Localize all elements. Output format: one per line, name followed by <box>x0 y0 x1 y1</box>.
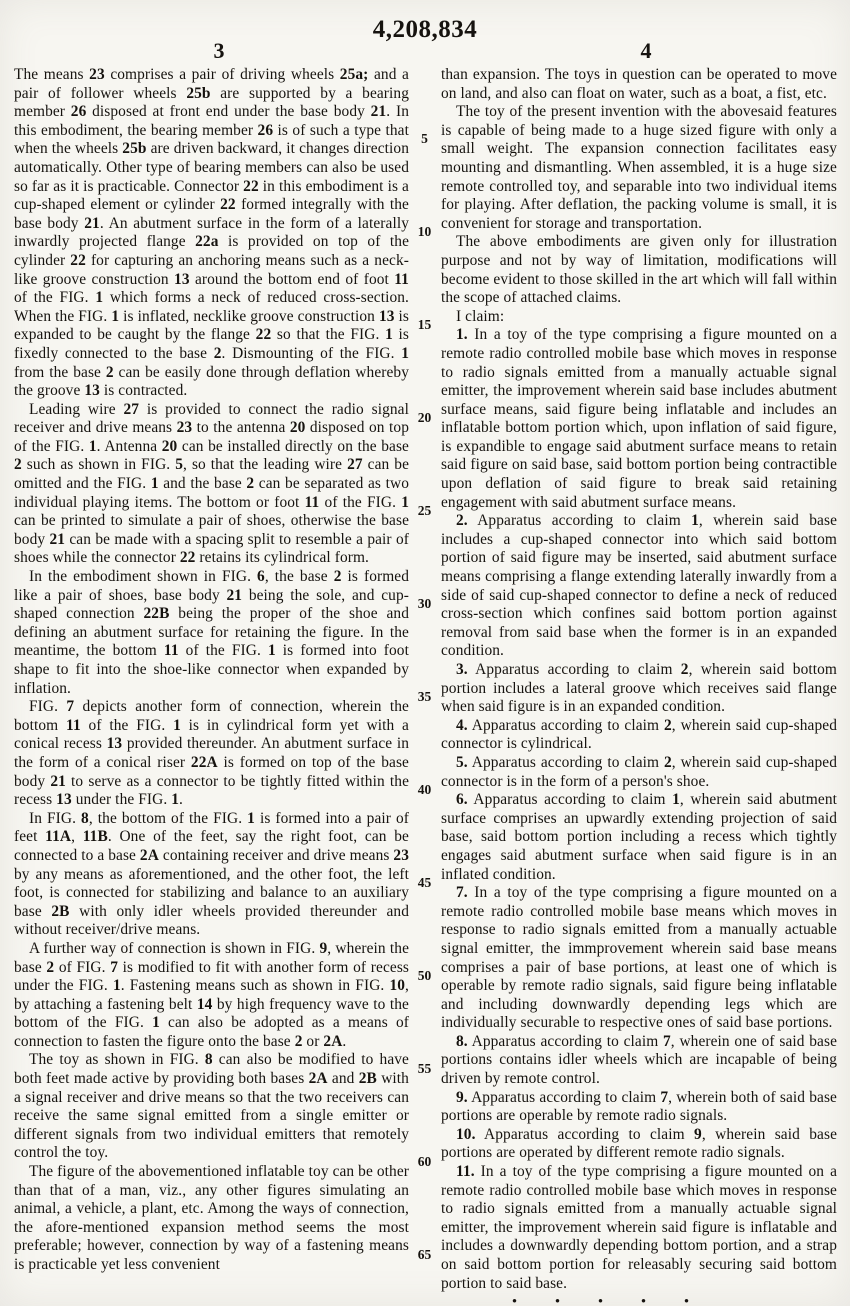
column-number-left: 3 <box>213 38 225 63</box>
claim: 7. In a toy of the type comprising a figure mounted on a remote radio controlled mobile base means which moves in response to radio signals emitted from a manually actuable signal emitter, the immprovement wherein said base means comprises a pair of base portions, at least one of which is operable by remote radio signals, said figure being inflatable and including downwardly depending legs which are individually securable to respective ones of said base portions. <box>441 884 837 1032</box>
paragraph: The toy of the present invention with the abovesaid features is capable of being made to a huge sized figure with only a small weight. The expansion connection facilitates easy mounting and dismantling. When assembled, it is a huge size remote controlled toy, and separable into two individual items for playing. After deflation, the packing volume is small, it is convenient for storage and transportation. <box>441 103 837 232</box>
line-number: 40 <box>417 782 432 797</box>
line-number: 10 <box>417 224 432 239</box>
line-number-gutter <box>408 0 441 1306</box>
paragraph: In FIG. 8, the bottom of the FIG. 1 is formed into a pair of feet 11A, 11B. One of the feet, say the right foot, can be connected to a base 2A containing receiver and drive means 23 by any means as aforementioned, and the other foot, the left foot, is connected for stabilizing and balance to an auxiliary base 2B with only idler wheels provided thereunder and without receiver/drive means. <box>14 809 410 939</box>
patent-number: 4,208,834 <box>372 16 478 43</box>
paragraph: Leading wire 27 is provided to connect the radio signal receiver and drive means 23 to the antenna 20 disposed on top of the FIG. 1. Antenna 20 can be installed directly on the base 2 such as shown in FIG. 5, so that the leading wire 27 can be omitted and the FIG. 1 and the base 2 can be separated as two individual playing items. The bottom or foot 11 of the FIG. 1 can be printed to simulate a pair of shoes, otherwise the base body 21 can be made with a spacing split to resemble a pair of shoes while the connector 22 retains its cylindrical form. <box>14 400 409 567</box>
paragraph: FIG. 7 depicts another form of connection, wherein the bottom 11 of the FIG. 1 is in cylindrical form yet with a conical recess 13 provided thereunder. An abutment surface in the form of a conical riser 22A is formed on top of the base body 21 to serve as a connector to be tightly fitted within the recess 13 under the FIG. 1. <box>14 698 410 809</box>
line-number: 45 <box>417 875 432 890</box>
line-number: 55 <box>417 1061 432 1076</box>
claim: 5. Apparatus according to claim 2, wherein said cup-shaped connector is in the form of a person's shoe. <box>441 753 837 790</box>
claim: 10. Apparatus according to claim 9, wherein said base portions are operated by different remote radio signals. <box>441 1125 837 1162</box>
line-number: 15 <box>417 317 432 332</box>
paragraph: The toy as shown in FIG. 8 can also be modified to have both feet made active by providing both bases 2A and 2B with a signal receiver and drive means so that the two receivers can receive the same signal emitted from a single emitter or different signals from two individual emitters that remotely control the toy. <box>14 1051 409 1162</box>
column-number-right: 4 <box>640 38 652 63</box>
line-number: 20 <box>417 410 432 425</box>
paragraph: than expansion. The toys in question can be operated to move on land, and also can float on water, such as a boat, a fist, etc. <box>441 66 837 102</box>
right-text-column <box>441 66 837 1306</box>
claim: 2. Apparatus according to claim 1, wherein said base includes a cup-shaped connector into which said bottom portion of said figure may be inserted, said abutment surface means comprising a flange extending laterally inwardly from a side of said cup-shaped connector to define a neck of reduced cross-section which confines said bottom portion against removal from said base when the former is in an expanded condition. <box>441 512 838 660</box>
claim: 4. Apparatus according to claim 2, wherein said cup-shaped connector is cylindrical. <box>441 716 837 753</box>
paragraph: The figure of the abovementioned inflatable toy can be other than that of a man, viz., any other figures simulating an animal, a vehicle, a plant, etc. Among the ways of connection, the afore-mentioned expansion method seems the most preferable; however, connection by way of a fastening means is practicable yet less convenient <box>14 1163 409 1273</box>
line-number: 60 <box>417 1154 432 1169</box>
claim: 9. Apparatus according to claim 7, wherein both of said base portions are operable by remote radio signals. <box>441 1088 837 1125</box>
paragraph: A further way of connection is shown in FIG. 9, wherein the base 2 of FIG. 7 is modified to fit with another form of recess under the FIG. 1. Fastening means such as shown in FIG. 10, by attaching a fastening belt 14 by high frequency wave to the bottom of the FIG. 1 can also be adopted as a means of connection to fasten the figure onto the base 2 or 2A. <box>14 939 410 1050</box>
line-number: 35 <box>417 689 432 704</box>
end-of-claims-marker: • • • • • <box>511 1294 707 1306</box>
claim: 1. In a toy of the type comprising a figure mounted on a remote radio controlled mobile base which moves in response to radio signals emitted from a manually actuable signal emitter, the improvement wherein said base includes abutment surface means, said figure being inflatable and includes an inflatable bottom portion which, upon inflation of said figure, is expandible to engage said abutment surface means to retain said figure on said base, said bottom portion being contractible upon deflation of said figure to break said retaining engagement with said abutment surface means. <box>441 326 837 511</box>
line-number: 50 <box>417 968 432 983</box>
claim-intro: I claim: <box>456 307 505 325</box>
line-number: 30 <box>417 596 432 611</box>
paragraph: In the embodiment shown in FIG. 6, the base 2 is formed like a pair of shoes, base body 21 being the sole, and cup-shaped connection 22B being the proper of the shoe and defining an abutment surface for retaining the figure. In the meantime, the bottom 11 of the FIG. 1 is formed into foot shape to fit into the shoe-like connector when expanded by inflation. <box>14 568 410 697</box>
claim: 3. Apparatus according to claim 2, wherein said bottom portion includes a lateral groove which receives said flange when said figure is in an expanded condition. <box>441 661 837 716</box>
claim: 6. Apparatus according to claim 1, wherein said abutment surface comprises an upwardly extending projection of said base, said bottom portion including a recess which tightly engages said abutment surface when said figure is in an inflated condition. <box>441 791 837 883</box>
left-text-column <box>14 66 409 1275</box>
paragraph: The above embodiments are given only for illustration purpose and not by way of limitation, modifications will become evident to those skilled in the art which will fall within the scope of attached claims. <box>441 233 837 307</box>
paragraph: The means 23 comprises a pair of driving wheels 25a; and a pair of follower wheels 25b are supported by a bearing member 26 disposed at front end under the base body 21. In this embodiment, the bearing member 26 is of such a type that when the wheels 25b are driven backward, it changes direction automatically. Other type of bearing members can also be used so far as it is practicable. Connector 22 in this embodiment is a cup-shaped element or cylinder 22 formed integrally with the base body 21. An abutment surface in the form of a laterally inwardly projected flange 22a is provided on top of the cylinder 22 for capturing an anchoring means such as a neck-like groove construction 13 around the bottom end of foot 11 of the FIG. 1 which forms a neck of reduced cross-section. When the FIG. 1 is inflated, necklike groove construction 13 is expanded to be caught by the flange 22 so that the FIG. 1 is fixedly connected to the base 2. Dismounting of the FIG. 1 from the base 2 can be easily done through deflation whereby the groove 13 is contracted. <box>14 66 410 400</box>
claim: 11. In a toy of the type comprising a figure mounted on a remote radio controlled mobile base which moves in response to radio signals emitted from a manually actuable signal emitter, the improvement wherein said figure is inflatable and includes a downwardly depending bottom portion, and a strap on said bottom portion for releasably securing said bottom portion to said base. <box>441 1163 837 1292</box>
line-number: 65 <box>417 1247 432 1262</box>
claim: 8. Apparatus according to claim 7, wherein one of said base portions contains idler wheels which are incapable of being driven by remote control. <box>441 1032 837 1088</box>
line-number: 25 <box>417 503 432 518</box>
line-number: 5 <box>421 131 428 146</box>
